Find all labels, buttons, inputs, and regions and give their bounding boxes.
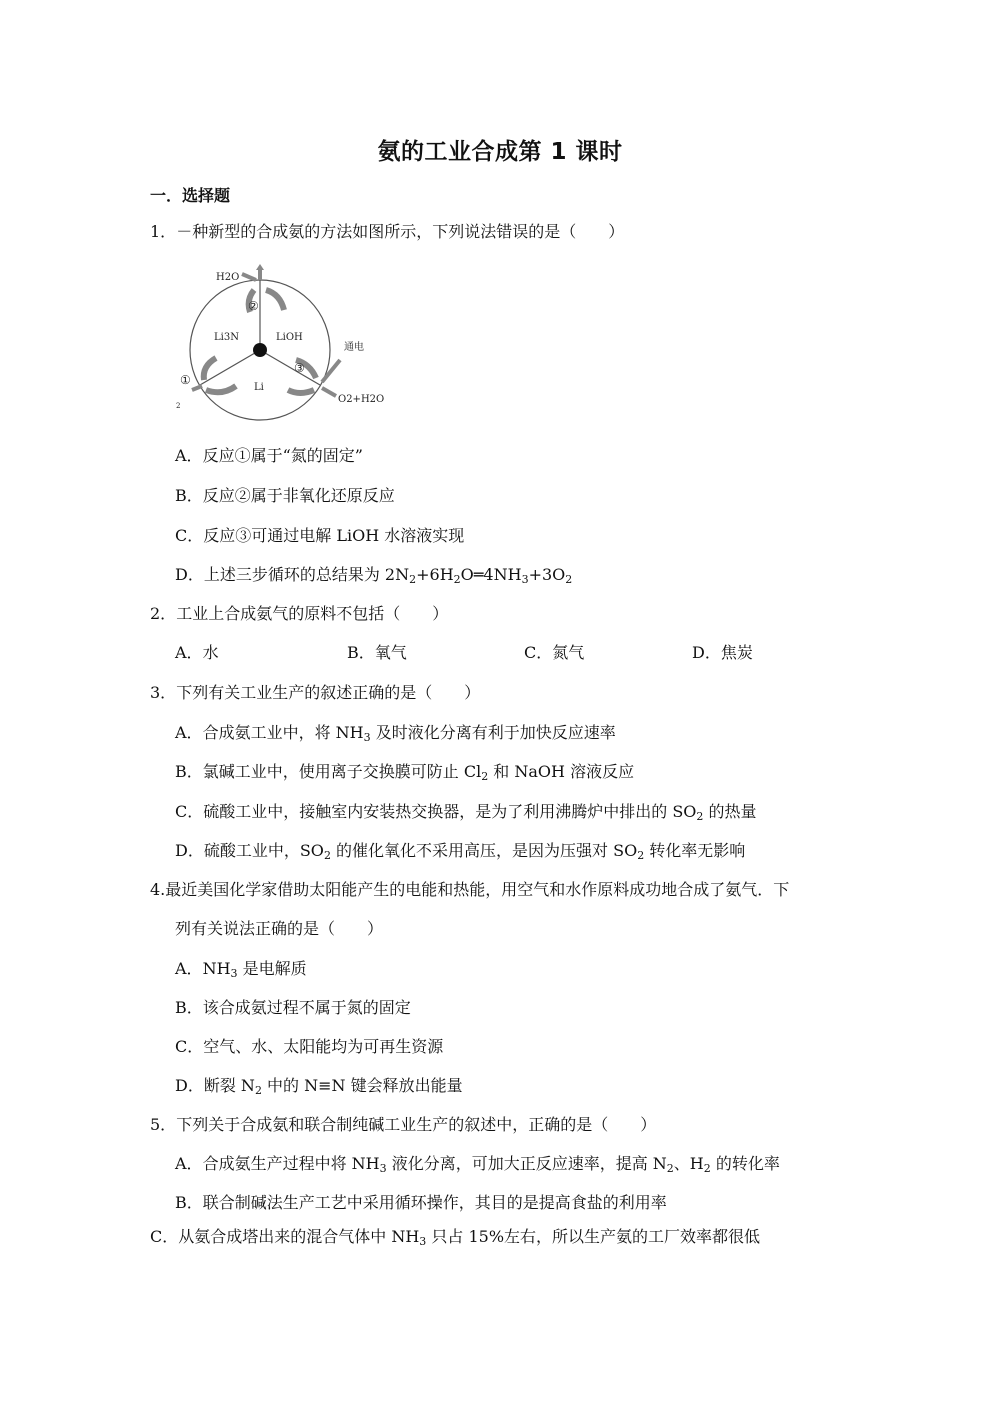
q3-option-c[interactable]: C．硫酸工业中，接触室内安装热交换器，是为了利用沸腾炉中排出的 $SO_2$ 的热量: [175, 802, 757, 823]
q1-option-d[interactable]: D．上述三步循环的总结果为 $2N_2+6H_2O═4NH_3+3O_2$: [175, 565, 573, 586]
question-3-stem: 3．下列有关工业生产的叙述正确的是（ ）: [150, 683, 481, 702]
q2-options-row: [175, 643, 864, 663]
cycle-diagram-svg: [170, 262, 400, 422]
q4-option-d[interactable]: D．断裂 $N_2$ 中的 N≡N 键会释放出能量: [175, 1076, 463, 1097]
question-number: 4.: [150, 880, 166, 899]
q5-option-a[interactable]: A．合成氨生产过程中将 $NH_3$ 液化分离，可加大正反应速率，提高 $N_2$、$H_2$ 的转化率: [175, 1154, 780, 1175]
q3-option-b[interactable]: B．氯碱工业中，使用离子交换膜可防止 $Cl_2$ 和 NaOH 溶液反应: [175, 762, 635, 783]
label-o2-h2o-out: O2+H2O: [338, 394, 385, 405]
label-h2o-in: H2O: [216, 272, 240, 283]
q2-option-b[interactable]: B．氧气: [347, 643, 407, 662]
label-step-1: ①: [180, 373, 191, 387]
label-left-input: 2: [176, 402, 181, 410]
label-li3n: Li3N: [214, 332, 239, 343]
label-step-3: ③: [294, 361, 305, 375]
q1-option-b[interactable]: B．反应②属于非氧化还原反应: [175, 486, 395, 505]
q4-option-c[interactable]: C．空气、水、太阳能均为可再生资源: [175, 1037, 444, 1056]
q4-option-a[interactable]: A．$NH_3$ 是电解质: [175, 959, 307, 980]
q5-option-b[interactable]: B．联合制碱法生产工艺中采用循环操作，其目的是提高食盐的利用率: [175, 1193, 667, 1212]
question-number: 3．: [150, 683, 177, 702]
q1-option-c[interactable]: C．反应③可通过电解 LiOH 水溶液实现: [175, 526, 465, 545]
q2-option-d[interactable]: D．焦炭: [692, 643, 753, 662]
question-4-stem-line1: 4.最近美国化学家借助太阳能产生的电能和热能，用空气和水作原料成功地合成了氨气．下: [150, 880, 790, 899]
q2-option-c[interactable]: C．氮气: [524, 643, 585, 662]
q1-option-a[interactable]: A．反应①属于“氮的固定”: [175, 446, 363, 465]
page-title: 氨的工业合成第 1 课时: [377, 139, 623, 165]
q3-option-d[interactable]: D．硫酸工业中，$SO_2$ 的催化氧化不采用高压，是因为压强对 $SO_2$ 转化率无影响: [175, 841, 746, 862]
q4-option-b[interactable]: B．该合成氨过程不属于氮的固定: [175, 998, 411, 1017]
q2-option-a[interactable]: A．水: [175, 643, 219, 662]
label-li: Li: [254, 382, 264, 393]
label-step-2: ②: [248, 299, 259, 313]
question-number: 2．: [150, 604, 177, 623]
q5-option-c[interactable]: C．从氨合成塔出来的混合气体中 $NH_3$ 只占 15%左右，所以生产氨的工厂效率都很低: [150, 1227, 761, 1248]
question-4-stem-line2: 列有关说法正确的是（ ）: [175, 919, 384, 938]
q3-option-a[interactable]: A．合成氨工业中，将 $NH_3$ 及时液化分离有利于加快反应速率: [175, 723, 616, 744]
label-electrolysis: 通电: [344, 342, 364, 353]
question-1-stem: 1．－种新型的合成氨的方法如图所示，下列说法错误的是（ ）: [150, 222, 625, 241]
synthesis-cycle-diagram: [170, 262, 400, 422]
question-number: 1．: [150, 222, 177, 241]
question-5-stem: 5．下列关于合成氨和联合制纯碱工业生产的叙述中，正确的是（ ）: [150, 1115, 657, 1134]
question-number: 5．: [150, 1115, 177, 1134]
section-heading: 一．选择题: [150, 186, 231, 205]
question-2-stem: 2．工业上合成氨气的原料不包括（ ）: [150, 604, 449, 623]
label-lioh: LiOH: [276, 332, 303, 343]
